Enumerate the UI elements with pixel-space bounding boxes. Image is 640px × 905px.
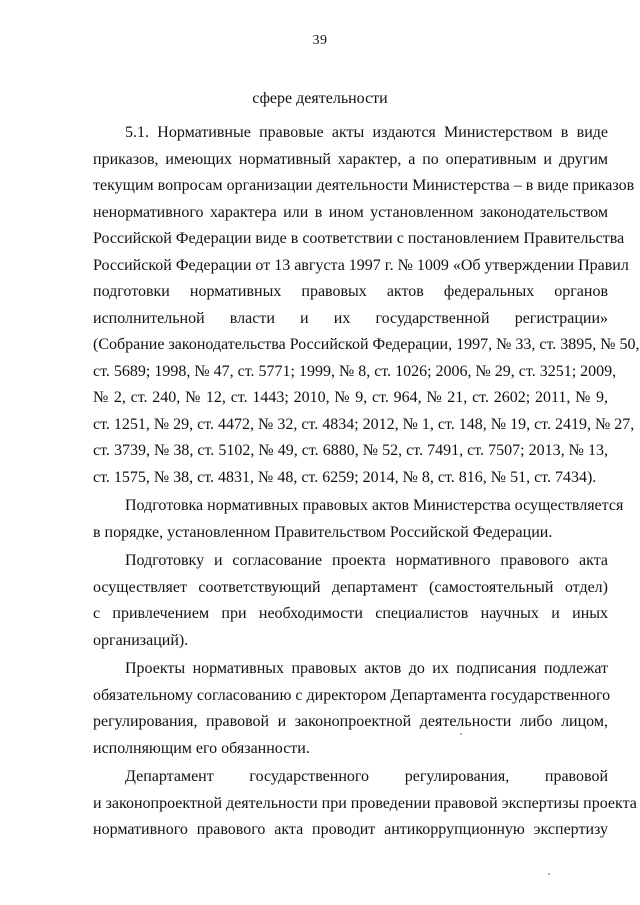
text-line: ст. 1575, № 38, ст. 4831, № 48, ст. 6259; 2014, № 8, ст. 816, № 51, ст. 7434). <box>93 468 597 486</box>
text-line: (Собрание законодательства Российской Федерации, 1997, № 33, ст. 3895, № 50, <box>93 336 640 353</box>
text-line: Департамент государственного регулирования, правовой <box>125 768 608 785</box>
text-line: с привлечением при необходимости специалистов научных и иных <box>93 605 608 622</box>
page-number: 39 <box>312 33 328 48</box>
text-line: Российской Федерации от 13 августа 1997 г. № 1009 «Об утверждении Правил <box>93 256 629 274</box>
text-line: организаций). <box>93 631 189 649</box>
text-line: ст. 3739, № 38, ст. 5102, № 49, ст. 6880, № 52, ст. 7491, ст. 7507; 2013, № 13, <box>93 442 608 459</box>
text-line: ненормативного характера или в ином установленном законодательством <box>93 203 608 221</box>
text-line: 5.1. Нормативные правовые акты издаются Министерством в виде <box>125 124 608 141</box>
scan-speck <box>548 873 550 875</box>
text-line: приказов, имеющих нормативный характер, а по оперативным и другим <box>93 150 608 168</box>
paragraph-approval <box>93 548 608 654</box>
text-line: Подготовку и согласование проекта нормативного правового акта <box>125 552 608 569</box>
text-line: Российской Федерации виде в соответствии с постановлением Правительства <box>93 230 625 247</box>
section-heading: сфере деятельности <box>252 90 388 107</box>
text-line: Подготовка нормативных правовых актов Министерства осуществляется <box>125 497 624 514</box>
paragraph-preparation <box>93 493 624 546</box>
text-line: в порядке, установленном Правительством Российской Федерации. <box>93 523 553 541</box>
text-line: обязательному согласованию с директором Департамента государственного <box>93 686 611 704</box>
text-line: исполнительной власти и их государственной регистрации» <box>93 309 608 327</box>
text-line: № 2, ст. 240, № 12, ст. 1443; 2010, № 9, ст. 964, № 21, ст. 2602; 2011, № 9, <box>93 389 608 406</box>
text-line: осуществляет соответствующий департамент (самостоятельный отдел) <box>93 578 608 596</box>
text-line: текущим вопросам организации деятельности Министерства – в виде приказов <box>93 177 635 194</box>
paragraph-expertise <box>93 764 637 844</box>
paragraph-5-1 <box>93 120 640 491</box>
text-line: регулирования, правовой и законопроектной деятельности либо лицом, <box>93 713 608 730</box>
scan-speck <box>460 733 462 735</box>
text-line: и законопроектной деятельности при проведении правовой экспертизы проекта <box>93 794 637 812</box>
text-line: ст. 1251, № 29, ст. 4472, № 32, ст. 4834; 2012, № 1, ст. 148, № 19, ст. 2419, № 27, <box>93 415 635 433</box>
text-line: нормативного правового акта проводит антикоррупционную экспертизу <box>93 821 608 838</box>
document-body <box>93 120 640 846</box>
text-line: исполняющим его обязанности. <box>93 739 310 757</box>
text-line: Проекты нормативных правовых актов до их подписания подлежат <box>125 660 608 677</box>
text-line: ст. 5689; 1998, № 47, ст. 5771; 1999, № 8, ст. 1026; 2006, № 29, ст. 3251; 2009, <box>93 362 617 380</box>
paragraph-signing <box>93 656 611 762</box>
text-line: подготовки нормативных правовых актов федеральных органов <box>93 283 608 300</box>
